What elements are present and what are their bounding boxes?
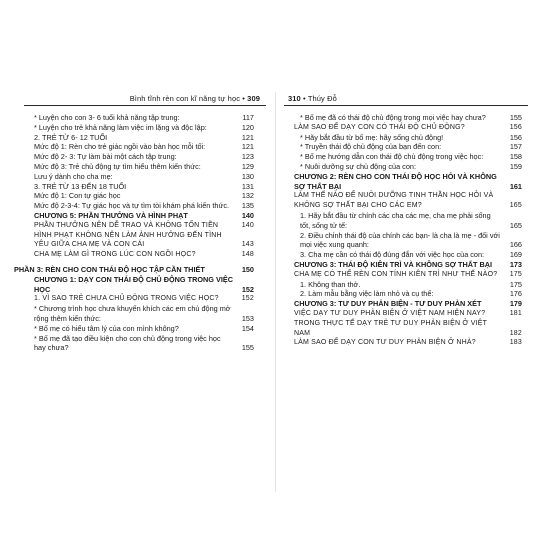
toc-entry-page: 148 bbox=[241, 251, 254, 259]
page-number: 310 bbox=[288, 94, 301, 103]
toc-entry bbox=[294, 250, 522, 260]
toc-entry-page: 143 bbox=[241, 241, 254, 249]
left-page bbox=[16, 92, 266, 492]
toc-entry-title: PHẦN 3: RÈN CHO CON THÁI ĐỘ HỌC TẬP CẦN THIẾT bbox=[14, 264, 205, 274]
toc-list-left bbox=[14, 113, 254, 353]
toc-entry-title: * Bố mẹ hướng dẫn con thái độ chủ động trong việc học: bbox=[300, 152, 484, 162]
toc-entry-page: 123 bbox=[241, 152, 254, 162]
toc-entry-page: 182 bbox=[509, 329, 522, 337]
toc-entry-page: 165 bbox=[509, 202, 522, 210]
toc-entry-page: 140 bbox=[241, 221, 254, 229]
toc-entry-title: * Chương trình học chưa khuyến khích các em chủ động mở rộng thêm kiến thức: bbox=[34, 304, 231, 323]
toc-entry-page: 132 bbox=[241, 191, 254, 201]
toc-entry-page: 152 bbox=[241, 295, 254, 303]
toc-entry-title: CHƯƠNG 5: PHẦN THƯỞNG VÀ HÌNH PHẠT bbox=[34, 210, 188, 220]
toc-entry-title: * Hãy bắt đầu từ bố mẹ: hãy sống chủ động! bbox=[300, 132, 444, 142]
book-title: Bình tĩnh rèn con kĩ năng tự học bbox=[129, 94, 241, 103]
toc-entry-page: 155 bbox=[241, 343, 254, 353]
toc-entry-page: 157 bbox=[509, 142, 522, 152]
toc-entry-page: 156 bbox=[509, 132, 522, 142]
toc-entry bbox=[28, 162, 254, 172]
toc-entry-title: LÀM SAO ĐỂ DẠY CON CÓ THÁI ĐỘ CHỦ ĐỘNG? bbox=[294, 123, 465, 131]
toc-entry bbox=[294, 260, 522, 270]
toc-entry-title: 3. TRẺ TỪ 13 ĐẾN 18 TUỔI bbox=[34, 181, 127, 191]
toc-entry bbox=[294, 231, 522, 251]
toc-entry-page: 121 bbox=[241, 142, 254, 152]
toc-entry bbox=[28, 123, 254, 133]
toc-list-right bbox=[294, 113, 522, 348]
toc-entry-title: Mức độ 2- 3: Tự làm bài một cách tập trung: bbox=[34, 152, 177, 162]
page-number: 309 bbox=[247, 94, 260, 103]
toc-entry-page: 166 bbox=[509, 240, 522, 250]
toc-entry-page: 183 bbox=[509, 339, 522, 347]
toc-entry bbox=[294, 152, 522, 162]
toc-entry-page: 129 bbox=[241, 161, 254, 171]
toc-entry-page: 152 bbox=[241, 284, 254, 294]
toc-entry-title: PHẦN THƯỞNG NÊN DỄ TRAO VÀ KHÔNG TỐN TIỀN bbox=[34, 221, 219, 229]
toc-entry bbox=[28, 275, 254, 295]
toc-entry bbox=[28, 191, 254, 201]
running-header-right bbox=[288, 94, 337, 103]
toc-entry-page: 156 bbox=[509, 123, 522, 131]
toc-entry-title: 1. VÌ SAO TRẺ CHƯA CHỦ ĐỘNG TRONG VIỆC HỌC? bbox=[34, 295, 219, 303]
toc-entry bbox=[294, 299, 522, 309]
toc-entry-title: CHƯƠNG 2: RÈN CHO CON THÁI ĐỘ HỌC HỎI VÀ KHÔNG SỢ THẤT BẠI bbox=[294, 171, 497, 191]
toc-entry-title: HÌNH PHẠT KHÔNG NÊN LÀM ẢNH HƯỞNG ĐẾN TÌNH YÊU GIỮA CHA MẸ VÀ CON CÁI bbox=[34, 231, 222, 249]
toc-entry bbox=[28, 324, 254, 334]
toc-entry-page: 161 bbox=[509, 181, 522, 191]
toc-entry bbox=[28, 133, 254, 143]
toc-entry-title: 1. Không than thở. bbox=[300, 279, 361, 289]
book-spread bbox=[16, 92, 534, 492]
header-rule bbox=[284, 105, 528, 106]
toc-entry-page: 117 bbox=[242, 113, 254, 122]
toc-entry-title: * Bố mẹ đã có thái độ chủ động trong mọi việc hay chưa? bbox=[300, 113, 486, 122]
toc-entry-page: 121 bbox=[241, 132, 254, 142]
toc-entry-page: 179 bbox=[509, 299, 522, 309]
toc-entry-page: 154 bbox=[241, 323, 254, 333]
toc-entry-title: VIỆC DẠY TƯ DUY PHẢN BIỆN Ở VIỆT NAM HIỆN NAY? bbox=[294, 309, 486, 317]
toc-entry bbox=[14, 265, 254, 275]
toc-entry-page: 169 bbox=[509, 250, 522, 260]
toc-entry-title: 2. Điều chỉnh thái độ của chính các bạn- là cha là mẹ - đối với mọi việc xung quanh: bbox=[300, 230, 500, 250]
toc-entry-page: 173 bbox=[509, 259, 522, 269]
toc-entry-page: 176 bbox=[509, 289, 522, 299]
toc-entry bbox=[294, 309, 522, 319]
toc-entry bbox=[28, 304, 254, 324]
toc-entry bbox=[28, 211, 254, 221]
toc-entry bbox=[294, 123, 522, 133]
toc-entry-page: 150 bbox=[241, 264, 254, 274]
page-gutter bbox=[275, 92, 276, 492]
toc-entry-page: 131 bbox=[241, 181, 254, 191]
right-page bbox=[284, 92, 534, 492]
toc-entry bbox=[294, 319, 522, 339]
toc-entry-title: CHƯƠNG 3: THÁI ĐỘ KIÊN TRÌ VÀ KHÔNG SỢ THẤT BẠI bbox=[294, 259, 493, 269]
toc-entry bbox=[28, 294, 254, 304]
toc-entry-title: LÀM SAO ĐỂ DẠY CON TƯ DUY PHẢN BIỆN Ở NHÀ? bbox=[294, 339, 476, 347]
toc-entry bbox=[294, 142, 522, 152]
toc-entry bbox=[28, 152, 254, 162]
toc-entry-page: 159 bbox=[509, 161, 522, 171]
header-rule bbox=[24, 105, 266, 106]
toc-entry bbox=[28, 113, 254, 123]
header-separator: • bbox=[242, 94, 245, 103]
toc-entry-page: 158 bbox=[509, 152, 522, 162]
toc-entry bbox=[28, 231, 254, 251]
toc-entry-title: * Luyện cho trẻ khả năng làm việc im lặng và độc lập: bbox=[34, 122, 207, 132]
toc-entry-page: 153 bbox=[241, 313, 254, 323]
toc-entry-title: 2. Làm mẫu bằng việc làm nhỏ và cụ thể: bbox=[300, 289, 434, 299]
toc-entry-title: * Bố mẹ đã tạo điều kiện cho con chủ động trong việc học hay chưa? bbox=[34, 333, 221, 353]
author-name: Thúy Đỗ bbox=[307, 94, 337, 103]
toc-entry-title: Mức độ 3: Trẻ chủ động tự tìm hiểu thêm kiến thức: bbox=[34, 161, 201, 171]
toc-entry-page: 140 bbox=[241, 210, 254, 220]
toc-entry-title: 2. TRẺ TỪ 6- 12 TUỔI bbox=[34, 132, 108, 142]
toc-entry-page: 175 bbox=[509, 279, 522, 289]
toc-entry-page: 130 bbox=[241, 171, 254, 181]
toc-entry bbox=[294, 211, 522, 231]
toc-entry-page: 175 bbox=[509, 270, 522, 278]
toc-entry bbox=[294, 191, 522, 211]
toc-entry-title: CHƯƠNG 1: DẠY CON THÁI ĐỘ CHỦ ĐỘNG TRONG VIỆC HỌC bbox=[34, 274, 234, 294]
toc-entry bbox=[28, 221, 254, 231]
toc-entry-page: 120 bbox=[241, 122, 254, 132]
toc-entry bbox=[28, 142, 254, 152]
toc-entry bbox=[294, 338, 522, 348]
toc-entry-title: Mức độ 1: Con tự giác học bbox=[34, 191, 121, 201]
toc-entry bbox=[28, 334, 254, 354]
toc-entry bbox=[294, 289, 522, 299]
toc-entry-title: * Bố mẹ có hiểu tâm lý của con mình không? bbox=[34, 323, 179, 333]
toc-entry bbox=[294, 113, 522, 123]
toc-entry bbox=[28, 172, 254, 182]
toc-entry bbox=[294, 172, 522, 192]
toc-entry bbox=[294, 270, 522, 280]
toc-entry-page: 165 bbox=[509, 220, 522, 230]
toc-entry-page: 135 bbox=[241, 201, 254, 211]
toc-entry bbox=[294, 280, 522, 290]
toc-entry-page: 155 bbox=[509, 113, 522, 122]
toc-entry-title: 3. Cha mẹ cần có thái độ đúng đắn với việc học của con: bbox=[300, 250, 485, 260]
toc-entry bbox=[28, 182, 254, 192]
toc-entry-title: CHA MẸ CÓ THỂ RÈN CON TÍNH KIÊN TRÌ NHƯ THẾ NÀO? bbox=[294, 270, 498, 278]
toc-entry-title: Mức độ 2-3-4: Tự giác học và tự tìm tòi khám phá kiến thức. bbox=[34, 201, 230, 211]
running-header-left bbox=[130, 94, 260, 103]
toc-entry-title: 1. Hãy bắt đầu từ chính các cha các mẹ, cha mẹ phải sống tốt, sống tử tế: bbox=[300, 210, 491, 230]
toc-entry-title: CHA MẸ LÀM GÌ TRONG LÚC CON NGỒI HỌC? bbox=[34, 251, 196, 259]
toc-entry bbox=[28, 250, 254, 260]
toc-entry-title: * Luyện cho con 3- 6 tuổi khả năng tập trung: bbox=[34, 113, 180, 122]
toc-entry-title: Mức độ 1: Rèn cho trẻ giác ngồi vào bàn học mỗi tối: bbox=[34, 142, 206, 152]
toc-entry-title: TRONG THỰC TẾ DẠY TRẺ TƯ DUY PHẢN BIỆN Ở VIỆT NAM bbox=[294, 319, 487, 337]
toc-entry bbox=[294, 162, 522, 172]
toc-entry-title: LÀM THẾ NÀO ĐỂ NUÔI DƯỠNG TINH THẦN HỌC HỎI VÀ KHÔNG SỢ THẤT BẠI CHO CÁC EM? bbox=[294, 192, 494, 210]
toc-entry-title: CHƯƠNG 3: TƯ DUY PHẢN BIỆN - TƯ DUY PHẢN XÉT bbox=[294, 299, 482, 309]
toc-entry bbox=[28, 201, 254, 211]
toc-entry bbox=[294, 133, 522, 143]
toc-entry-title: * Truyền thái độ chủ động của bạn đến con: bbox=[300, 142, 442, 152]
header-separator: • bbox=[303, 94, 306, 103]
toc-entry-title: * Nuôi dưỡng sự chủ động của con: bbox=[300, 161, 416, 171]
toc-entry-title: Lưu ý dành cho cha mẹ: bbox=[34, 171, 113, 181]
toc-entry-page: 181 bbox=[509, 309, 522, 317]
